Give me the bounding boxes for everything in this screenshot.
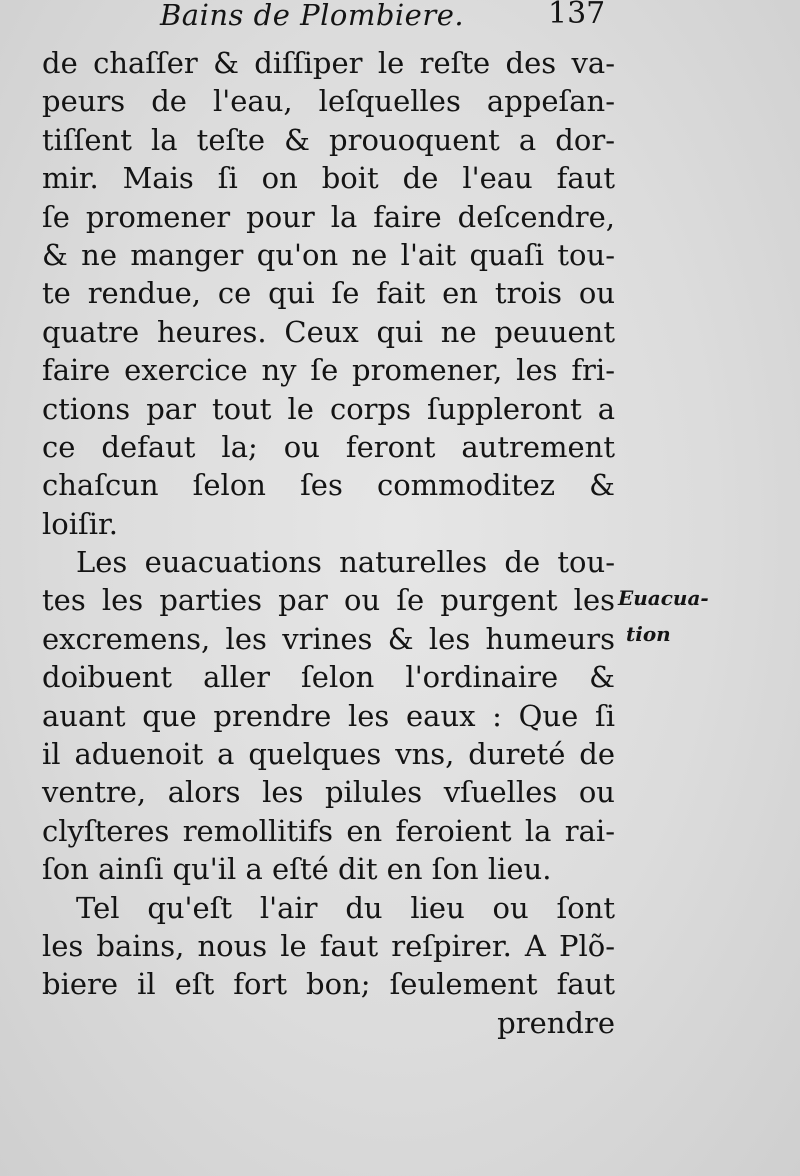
text-line: doibuent aller ſelon l'ordinaire & (42, 660, 615, 695)
margin-note-line: tion (626, 622, 671, 646)
text-line: ce defaut la; ou feront autrement (42, 429, 615, 464)
text-line: excremens, les vrines & les humeurs (42, 621, 615, 656)
text-line: les bains, nous le faut reſpirer. A Plõ- (42, 928, 615, 963)
text-line: chaſcun ſelon ſes commoditez & (42, 468, 615, 503)
text-line: tes les parties par ou ſe purgent les (42, 583, 615, 618)
text-line: mir. Mais ſi on boit de l'eau faut (42, 161, 615, 196)
paragraph-1 (42, 44, 615, 543)
text-line: Les euacuations naturelles de tou- (76, 545, 615, 580)
text-line: loiſir. (42, 506, 118, 541)
text-line: faire exercice ny ſe promener, les fri- (42, 353, 615, 388)
text-line: clyſteres remollitifs en feroient la rai- (42, 813, 615, 848)
text-line: ſon ainſi qu'il a eſté dit en ſon lieu. (42, 852, 552, 887)
margin-note (618, 580, 738, 652)
text-line: de chaſſer & diſſiper le reſte des va- (42, 46, 615, 80)
catchword: prendre (497, 1005, 615, 1040)
paragraph-3 (42, 889, 615, 1043)
text-line: ctions par tout le corps ſuppleront a (42, 391, 615, 426)
text-line: ventre, alors les pilules vſuelles ou (42, 775, 615, 810)
text-line: biere il eſt fort bon; ſeulement faut (42, 967, 615, 1002)
body-text (42, 44, 615, 1042)
text-line: peurs de l'eau, leſquelles appeſan- (42, 84, 615, 119)
margin-note-line: Euacua- (618, 586, 709, 610)
text-line: te rendue, ce qui ſe fait en trois ou (42, 276, 615, 311)
running-title: Bains de Plombiere. (160, 0, 465, 32)
paragraph-2 (42, 543, 615, 889)
page-number: 137 (548, 0, 606, 31)
text-line: tiſſent la teſte & prouoquent a dor- (42, 122, 615, 157)
text-line: & ne manger qu'on ne l'ait quaſi tou- (42, 237, 615, 272)
text-line: quatre heures. Ceux qui ne peuuent (42, 314, 615, 349)
text-line: ſe promener pour la faire deſcendre, (42, 199, 615, 234)
text-line: auant que prendre les eaux : Que ſi (42, 698, 615, 733)
text-line: il aduenoit a quelques vns, dureté de (42, 737, 615, 772)
text-line: Tel qu'eſt l'air du lieu ou ſont (76, 890, 615, 925)
